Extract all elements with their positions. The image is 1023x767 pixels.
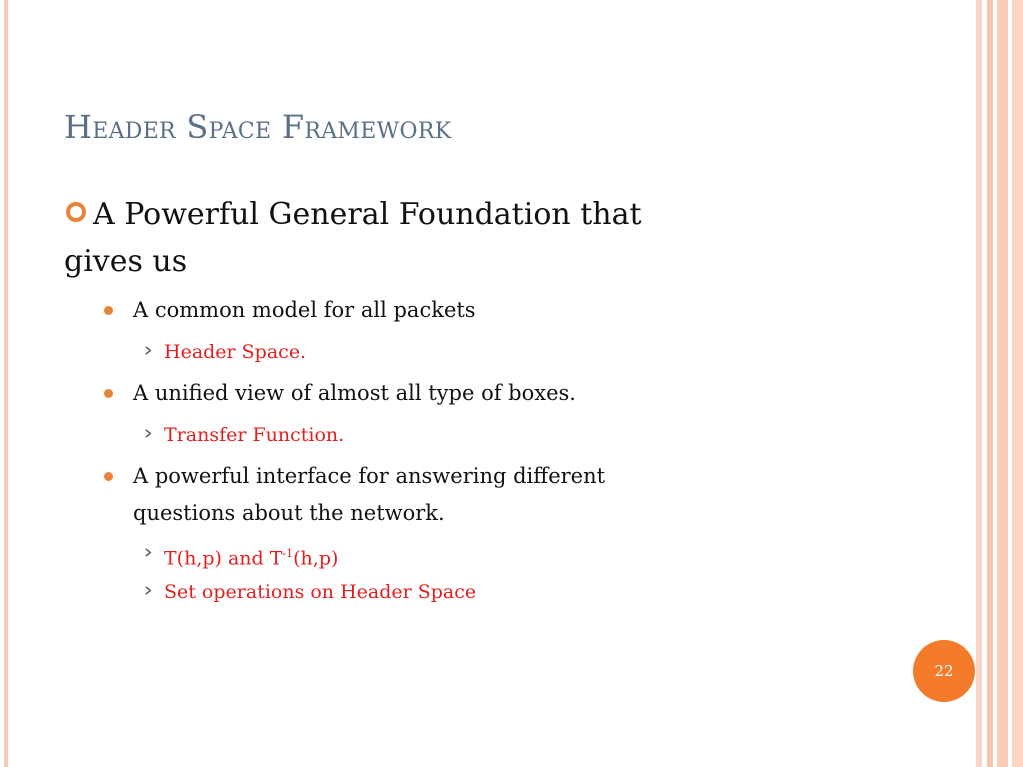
main-bullet-line1: A Powerful General Foundation that: [93, 197, 642, 232]
formula-text: (h,p): [293, 547, 339, 570]
sub-list-item-label: [164, 537, 338, 575]
list-item-label-line2: questions about the network.: [133, 501, 445, 525]
dot-bullet-icon: [104, 306, 113, 315]
right-frame-stripe: [997, 0, 1008, 767]
chevron-right-icon: [144, 346, 153, 355]
sub-list-item-label: Transfer Function.: [164, 424, 345, 446]
sub-list-item-label: Set operations on Header Space: [164, 581, 477, 603]
chevron-right-icon: [144, 548, 153, 557]
ring-bullet-icon: [64, 200, 88, 224]
formula-superscript: -1: [282, 547, 294, 560]
right-frame-stripe: [1012, 0, 1023, 767]
page-number-badge: 22: [913, 640, 975, 702]
list-item-label: A common model for all packets: [133, 298, 476, 322]
dot-bullet-icon: [104, 389, 113, 398]
chevron-right-icon: [144, 586, 153, 595]
dot-bullet-icon: [104, 472, 113, 481]
slide-title: Header Space Framework: [64, 108, 452, 146]
list-item-label-line1: A powerful interface for answering different: [133, 464, 606, 488]
right-frame-stripe: [987, 0, 993, 767]
formula-text: T(h,p) and T: [164, 547, 283, 570]
list-item-label: A unified view of almost all type of boxes.: [133, 381, 576, 405]
left-frame-stripe: [4, 0, 8, 767]
sub-list-item-label: Header Space.: [164, 341, 307, 363]
main-bullet-line2: gives us: [64, 244, 188, 279]
chevron-right-icon: [144, 429, 153, 438]
right-frame-stripe: [976, 0, 982, 767]
main-bullet: [64, 191, 864, 285]
